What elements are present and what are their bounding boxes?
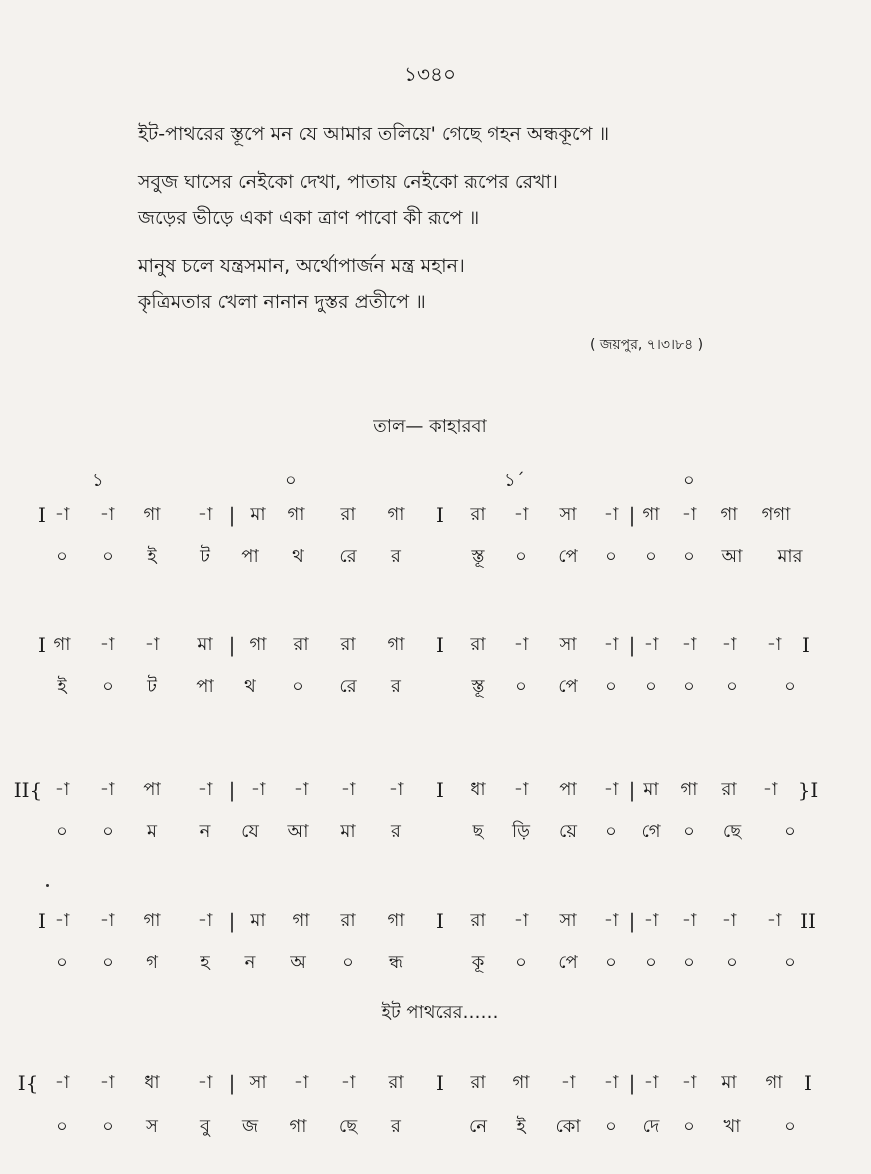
swara-note: -া [721, 634, 737, 655]
bar-line: | [228, 778, 236, 802]
poem-line: সবুজ ঘাসের নেইকো দেখা, পাতায় নেইকো রূপের রেখা। [138, 171, 558, 193]
swara-note: -া [197, 504, 213, 525]
lyric-syllable: ই [57, 676, 67, 697]
lyric-syllable: রে [339, 546, 357, 567]
lyric-syllable: খা [723, 1116, 741, 1137]
beat-mark: ০ [285, 470, 297, 491]
lyric-syllable: র [391, 676, 401, 697]
lyric-syllable: ০ [56, 821, 68, 842]
swara-note: -া [54, 504, 70, 525]
swara-note: সা [249, 1072, 267, 1093]
swara-note: -া [99, 779, 115, 800]
swara-note: রা [293, 634, 309, 655]
bar-line: I [804, 1071, 812, 1095]
poem [138, 116, 758, 332]
swara-note: -া [197, 779, 213, 800]
lyric-syllable: ছে [338, 1116, 358, 1137]
poem-line: কৃত্রিমতার খেলা নানান দুস্তর প্রতীপে ॥ [138, 291, 426, 313]
swara-note: -া [54, 1072, 70, 1093]
lyric-syllable: ০ [515, 546, 527, 567]
swara-note: -া [603, 1072, 619, 1093]
lyric-syllable: গে [641, 821, 661, 842]
lyric-row [0, 672, 871, 702]
swara-note: রা [470, 504, 486, 525]
swara-note: -া [603, 504, 619, 525]
lyric-row [0, 817, 871, 847]
bar-line: | [228, 503, 236, 527]
swara-row [0, 630, 871, 660]
bar-line: I [436, 778, 444, 802]
bar-line: I [38, 503, 46, 527]
lyric-syllable: ০ [102, 952, 114, 973]
bar-line: | [628, 909, 636, 933]
swara-note: -া [293, 779, 309, 800]
swara-note: গা [292, 910, 310, 931]
swara-note: ধা [470, 779, 486, 800]
lyric-syllable: ০ [683, 821, 695, 842]
lyric-syllable: রে [339, 676, 357, 697]
swara-note: রা [470, 1072, 486, 1093]
swara-note: রা [470, 910, 486, 931]
lyric-syllable: ০ [102, 821, 114, 842]
lyric-syllable: ন [199, 821, 211, 842]
bar-line: I [436, 909, 444, 933]
lyric-syllable: মার [777, 546, 803, 567]
bar-line: I [38, 633, 46, 657]
composition-place-date: ( জয়পুর, ৭।৩।৮৪ ) [590, 337, 704, 353]
swara-row [0, 775, 871, 805]
swara-note: গা [387, 504, 405, 525]
lyric-syllable: র [391, 821, 401, 842]
lyric-syllable: কূ [471, 952, 485, 973]
lyric-syllable: ম [147, 821, 157, 842]
swara-note: -া [766, 634, 782, 655]
swara-note: মা [197, 634, 213, 655]
swara-note: -া [603, 634, 619, 655]
swara-note: গা [680, 779, 698, 800]
swara-note: -া [54, 910, 70, 931]
bar-line: | [628, 1071, 636, 1095]
lyric-syllable: ০ [683, 1116, 695, 1137]
page-number: ১৩৪০ [404, 62, 456, 86]
swara-note: -া [681, 910, 697, 931]
swara-note: গা [720, 504, 738, 525]
bar-line: I [38, 909, 46, 933]
swara-note: পা [143, 779, 161, 800]
swara-note: -া [293, 1072, 309, 1093]
bar-line: I [802, 633, 810, 657]
lyric-syllable: আ [721, 546, 743, 567]
lyric-syllable: নে [468, 1116, 488, 1137]
swara-note: গা [765, 1072, 783, 1093]
swara-note: গা [143, 504, 161, 525]
swara-note: -া [340, 779, 356, 800]
lyric-syllable: স [146, 1116, 158, 1137]
swara-note: গা [143, 910, 161, 931]
lyric-syllable: পে [558, 952, 578, 973]
lyric-syllable: ০ [102, 676, 114, 697]
lyric-syllable: ০ [102, 546, 114, 567]
lyric-syllable: ট [147, 676, 157, 697]
swara-note: -া [721, 910, 737, 931]
swara-note: গগা [761, 504, 791, 525]
lyric-syllable: ড়ি [512, 821, 530, 842]
swara-note: রা [340, 910, 356, 931]
swara-note: -া [144, 634, 160, 655]
swara-note: -া [513, 779, 529, 800]
swara-note: -া [513, 634, 529, 655]
swara-note: সা [559, 504, 577, 525]
swara-note: -া [99, 910, 115, 931]
swara-row [0, 906, 871, 936]
lyric-syllable: ০ [683, 676, 695, 697]
lyric-syllable: মা [340, 821, 356, 842]
bar-line: I [436, 1071, 444, 1095]
swara-note: -া [197, 1072, 213, 1093]
lyric-syllable: র [391, 1116, 401, 1137]
lyric-syllable: দে [642, 1116, 660, 1137]
lyric-syllable: ০ [342, 952, 354, 973]
lyric-syllable: ০ [56, 952, 68, 973]
bar-line: I [436, 633, 444, 657]
lyric-syllable: ০ [102, 1116, 114, 1137]
beat-mark: ১ [92, 470, 104, 491]
lyric-syllable: কো [555, 1116, 581, 1137]
swara-note: গা [53, 634, 71, 655]
beat-mark: ১´ [504, 470, 525, 491]
swara-note: -া [643, 634, 659, 655]
lyric-syllable: ০ [605, 546, 617, 567]
poem-line: জড়ের ভীড়ে একা একা ত্রাণ পাবো কী রূপে ॥ [138, 207, 480, 229]
swara-note: -া [603, 910, 619, 931]
lyric-syllable: বু [199, 1116, 211, 1137]
poem-stanza [138, 164, 758, 236]
lyric-syllable: ০ [683, 546, 695, 567]
lyric-syllable: পা [241, 546, 259, 567]
swara-note: রা [470, 634, 486, 655]
swara-note: -া [766, 910, 782, 931]
lyric-syllable: থ [292, 546, 304, 567]
swara-note: রা [388, 1072, 404, 1093]
lyric-syllable: ছ [472, 821, 484, 842]
poem-stanza [138, 116, 758, 152]
lyric-syllable: ০ [726, 952, 738, 973]
swara-note: -া [643, 1072, 659, 1093]
lyric-syllable: ০ [645, 676, 657, 697]
lyric-syllable: ০ [784, 676, 796, 697]
swara-note: -া [388, 779, 404, 800]
lyric-syllable: ছে [722, 821, 742, 842]
interlude-text: ইট পাথরের…… [381, 1002, 499, 1023]
swara-note: -া [603, 779, 619, 800]
swara-row [0, 500, 871, 530]
lyric-syllable: ন [244, 952, 256, 973]
lyric-syllable: ০ [645, 952, 657, 973]
lyric-syllable: আ [287, 821, 309, 842]
lyric-syllable: ০ [292, 676, 304, 697]
lyric-syllable: ০ [605, 1116, 617, 1137]
poem-line: মানুষ চলে যন্ত্রসমান, অর্থোপার্জন মন্ত্র মহান। [138, 255, 465, 277]
lyric-syllable: হ [200, 952, 210, 973]
beat-mark: ০ [683, 470, 695, 491]
swara-note: রা [340, 504, 356, 525]
swara-note: সা [559, 634, 577, 655]
lyric-syllable: স্তূ [471, 676, 485, 697]
swara-note: পা [559, 779, 577, 800]
lyric-syllable: ০ [784, 952, 796, 973]
lyric-syllable: গা [289, 1116, 307, 1137]
lyric-syllable: ০ [784, 821, 796, 842]
bar-line: I{ [17, 1071, 39, 1095]
lyric-syllable: ই [147, 546, 157, 567]
swara-note: -া [250, 779, 266, 800]
print-speck [46, 884, 49, 887]
bar-line: }I [797, 778, 819, 802]
lyric-syllable: ০ [683, 952, 695, 973]
bar-line: | [628, 633, 636, 657]
lyric-syllable: থ [244, 676, 256, 697]
lyric-syllable: পে [558, 546, 578, 567]
bar-line: I [436, 503, 444, 527]
swara-note: -া [513, 504, 529, 525]
lyric-syllable: পা [196, 676, 214, 697]
swara-note: -া [681, 634, 697, 655]
swara-note: গা [249, 634, 267, 655]
swara-note: -া [513, 910, 529, 931]
swara-note: -া [340, 1072, 356, 1093]
swara-note: রা [721, 779, 737, 800]
bar-line: II [800, 909, 816, 933]
lyric-syllable: ট [200, 546, 210, 567]
lyric-syllable: ০ [605, 676, 617, 697]
lyric-syllable: যে [241, 821, 259, 842]
swara-note: ধা [144, 1072, 160, 1093]
swara-note: গা [642, 504, 660, 525]
swara-note: মা [250, 504, 266, 525]
lyric-row [0, 948, 871, 978]
swara-note: -া [681, 504, 697, 525]
swara-note: -া [762, 779, 778, 800]
swara-note: গা [512, 1072, 530, 1093]
bar-line: | [628, 778, 636, 802]
lyric-syllable: য়ে [559, 821, 577, 842]
poem-stanza [138, 248, 758, 320]
swara-note: গা [287, 504, 305, 525]
bar-line: | [228, 1071, 236, 1095]
lyric-syllable: স্তূ [471, 546, 485, 567]
lyric-syllable: ০ [726, 676, 738, 697]
swara-note: সা [559, 910, 577, 931]
lyric-syllable: অ [290, 952, 306, 973]
lyric-syllable: ০ [605, 952, 617, 973]
taal-heading: তাল— কাহারবা [373, 416, 487, 437]
bar-line: | [228, 633, 236, 657]
lyric-syllable: ০ [56, 1116, 68, 1137]
swara-note: -া [54, 779, 70, 800]
lyric-syllable: ০ [645, 546, 657, 567]
lyric-row [0, 542, 871, 572]
lyric-syllable: ০ [515, 676, 527, 697]
lyric-syllable: র [391, 546, 401, 567]
lyric-syllable: ০ [56, 546, 68, 567]
lyric-syllable: ০ [515, 952, 527, 973]
swara-note: -া [99, 1072, 115, 1093]
swara-note: মা [643, 779, 659, 800]
bar-line: | [228, 909, 236, 933]
swara-row [0, 1068, 871, 1098]
swara-note: -া [99, 634, 115, 655]
swara-note: -া [99, 504, 115, 525]
lyric-syllable: ০ [605, 821, 617, 842]
swara-note: মা [721, 1072, 737, 1093]
bar-line: | [628, 503, 636, 527]
swara-note: গা [387, 634, 405, 655]
lyric-syllable: পে [558, 676, 578, 697]
swara-note: রা [340, 634, 356, 655]
lyric-syllable: ০ [784, 1116, 796, 1137]
lyric-syllable: জ [241, 1116, 259, 1137]
swara-note: -া [560, 1072, 576, 1093]
poem-line: ইট-পাথরের স্তূপে মন যে আমার তলিয়ে' গেছে গহন অন্ধকূপে ॥ [138, 123, 610, 145]
swara-note: গা [387, 910, 405, 931]
lyric-syllable: ন্ধ [388, 952, 404, 973]
lyric-syllable: গ [146, 952, 158, 973]
bar-line: II{ [13, 778, 43, 802]
swara-note: মা [250, 910, 266, 931]
beat-marks [0, 466, 871, 490]
swara-note: -া [197, 910, 213, 931]
swara-note: -া [643, 910, 659, 931]
lyric-syllable: ই [516, 1116, 526, 1137]
lyric-row [0, 1112, 871, 1142]
swara-note: -া [681, 1072, 697, 1093]
